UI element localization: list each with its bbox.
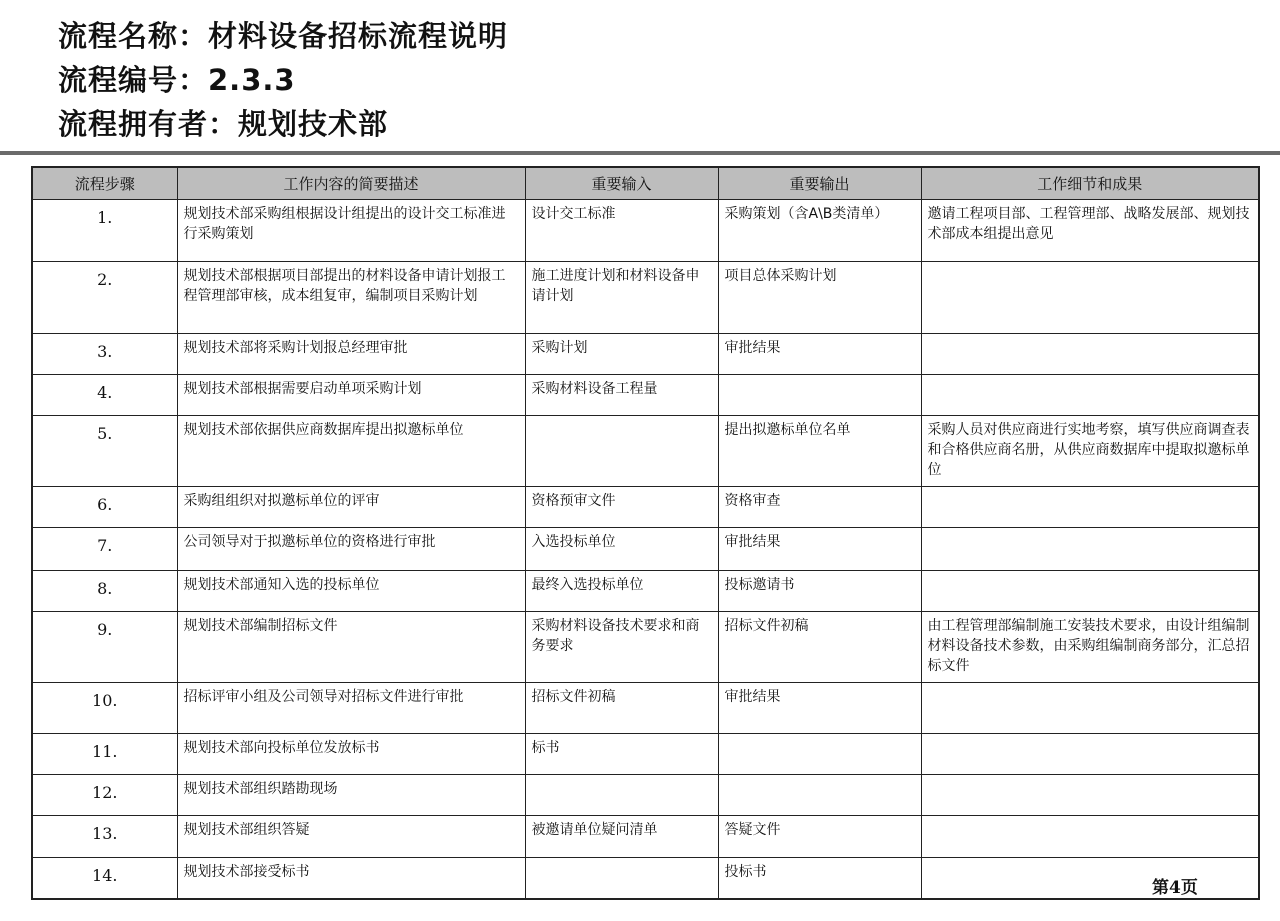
step-detail: 由工程管理部编制施工安装技术要求，由设计组编制材料设备技术参数，由采购组编制商务部分，汇总招标文件 [921,612,1259,683]
step-output: 投标邀请书 [718,571,921,612]
table-row [32,775,1259,816]
table-row [32,816,1259,858]
step-number: 2. [32,262,177,334]
table-row [32,528,1259,571]
step-number: 6. [32,487,177,528]
table-header-row [32,167,1259,200]
step-input: 采购计划 [525,334,718,375]
document-header [58,14,508,146]
step-input: 施工进度计划和材料设备申请计划 [525,262,718,334]
step-description: 规划技术部通知入选的投标单位 [177,571,525,612]
step-description: 规划技术部编制招标文件 [177,612,525,683]
step-output [718,734,921,775]
table-row [32,416,1259,487]
step-description: 规划技术部向投标单位发放标书 [177,734,525,775]
step-description: 采购组组织对拟邀标单位的评审 [177,487,525,528]
header-divider [0,151,1280,155]
step-number: 11. [32,734,177,775]
step-input [525,775,718,816]
step-input: 资格预审文件 [525,487,718,528]
step-description: 规划技术部接受标书 [177,858,525,899]
step-detail [921,334,1259,375]
step-description: 规划技术部将采购计划报总经理审批 [177,334,525,375]
step-detail [921,816,1259,858]
step-detail [921,487,1259,528]
table-row [32,683,1259,734]
process-steps-table [31,166,1260,900]
step-output: 项目总体采购计划 [718,262,921,334]
step-number: 7. [32,528,177,571]
step-number: 9. [32,612,177,683]
step-output [718,775,921,816]
step-input: 被邀请单位疑问清单 [525,816,718,858]
step-description: 公司领导对于拟邀标单位的资格进行审批 [177,528,525,571]
step-number: 10. [32,683,177,734]
step-output: 招标文件初稿 [718,612,921,683]
step-output: 答疑文件 [718,816,921,858]
step-number: 5. [32,416,177,487]
table-row [32,734,1259,775]
step-number: 13. [32,816,177,858]
step-detail [921,683,1259,734]
table-row [32,334,1259,375]
step-input: 采购材料设备技术要求和商务要求 [525,612,718,683]
step-input: 设计交工标准 [525,200,718,262]
step-description: 规划技术部根据需要启动单项采购计划 [177,375,525,416]
step-output [718,375,921,416]
step-description: 招标评审小组及公司领导对招标文件进行审批 [177,683,525,734]
step-output: 审批结果 [718,683,921,734]
step-output: 投标书 [718,858,921,899]
step-detail [921,858,1259,899]
table-row [32,262,1259,334]
step-detail [921,262,1259,334]
step-detail [921,775,1259,816]
step-description: 规划技术部根据项目部提出的材料设备申请计划报工程管理部审核，成本组复审，编制项目采购计划 [177,262,525,334]
step-output: 审批结果 [718,528,921,571]
step-description: 规划技术部采购组根据设计组提出的设计交工标准进行采购策划 [177,200,525,262]
step-detail: 采购人员对供应商进行实地考察，填写供应商调查表和合格供应商名册，从供应商数据库中提取拟邀标单位 [921,416,1259,487]
column-header-detail: 工作细节和成果 [921,167,1259,200]
step-input [525,858,718,899]
step-number: 14. [32,858,177,899]
step-input: 入选投标单位 [525,528,718,571]
step-description: 规划技术部组织踏勘现场 [177,775,525,816]
column-header-output: 重要输出 [718,167,921,200]
table-row [32,571,1259,612]
step-detail [921,528,1259,571]
step-input: 最终入选投标单位 [525,571,718,612]
step-number: 4. [32,375,177,416]
table-row [32,487,1259,528]
step-detail: 邀请工程项目部、工程管理部、战略发展部、规划技术部成本组提出意见 [921,200,1259,262]
step-detail [921,375,1259,416]
step-detail [921,734,1259,775]
step-input: 采购材料设备工程量 [525,375,718,416]
table-row [32,858,1259,899]
column-header-step: 流程步骤 [32,167,177,200]
table-row [32,200,1259,262]
step-number: 3. [32,334,177,375]
step-output: 提出拟邀标单位名单 [718,416,921,487]
step-description: 规划技术部依据供应商数据库提出拟邀标单位 [177,416,525,487]
step-output: 采购策划（含A\B类清单） [718,200,921,262]
step-number: 8. [32,571,177,612]
column-header-input: 重要输入 [525,167,718,200]
step-detail [921,571,1259,612]
page-number: 第4页 [1152,878,1198,898]
step-number: 12. [32,775,177,816]
table-row [32,612,1259,683]
column-header-description: 工作内容的简要描述 [177,167,525,200]
process-code: 流程编号：2.3.3 [58,63,296,97]
step-number: 1. [32,200,177,262]
step-input: 招标文件初稿 [525,683,718,734]
table-row [32,375,1259,416]
step-input [525,416,718,487]
step-description: 规划技术部组织答疑 [177,816,525,858]
step-output: 资格审查 [718,487,921,528]
process-owner: 流程拥有者：规划技术部 [58,107,389,141]
step-input: 标书 [525,734,718,775]
process-name: 流程名称：材料设备招标流程说明 [58,19,509,53]
step-output: 审批结果 [718,334,921,375]
